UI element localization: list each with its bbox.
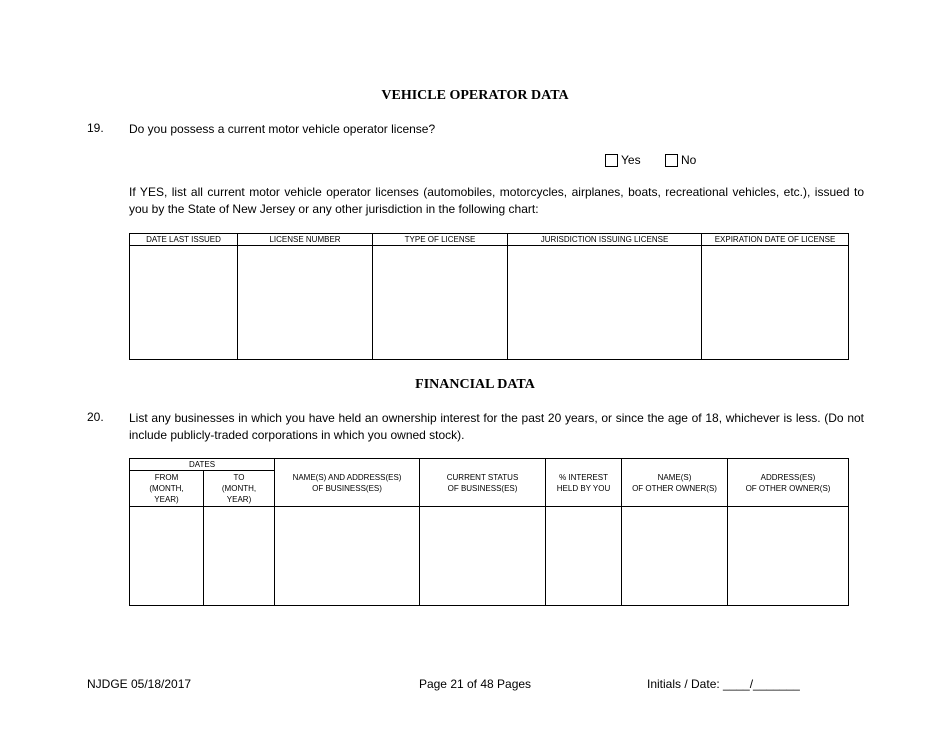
license-entry-cell[interactable]: [238, 246, 373, 360]
business-entry-cell[interactable]: [546, 507, 622, 606]
dates-header: DATES: [130, 459, 275, 471]
license-entry-cell[interactable]: [508, 246, 702, 360]
business-entry-cell[interactable]: [728, 507, 849, 606]
financial-data-heading: FINANCIAL DATA: [415, 377, 535, 392]
vehicle-operator-heading: VEHICLE OPERATOR DATA: [381, 88, 569, 103]
license-entry-cell[interactable]: [702, 246, 849, 360]
no-label: No: [681, 153, 697, 167]
business-names-header: NAME(S) AND ADDRESS(ES) OF BUSINESS(ES): [275, 459, 420, 507]
license-table: [129, 233, 849, 360]
question-20-text: List any businesses in which you have held an ownership interest for the past 20 years, or since the age of 18, whichever is less. (Do not include publicly-traded corporations in which you owned stock).: [129, 411, 864, 442]
license-col-header: LICENSE NUMBER: [238, 234, 373, 246]
business-entry-cell[interactable]: [420, 507, 546, 606]
question-19-number: 19.: [87, 121, 104, 135]
business-entry-cell[interactable]: [622, 507, 728, 606]
other-owners-header: NAME(S) OF OTHER OWNER(S): [622, 459, 728, 507]
from-date-header: FROM (MONTH, YEAR): [130, 471, 204, 507]
other-owners-address-header: ADDRESS(ES) OF OTHER OWNER(S): [728, 459, 849, 507]
business-table: [129, 458, 849, 606]
license-col-header: JURISDICTION ISSUING LICENSE: [508, 234, 702, 246]
yes-checkbox[interactable]: [605, 154, 618, 167]
initials-date: Initials / Date: ____/_______: [647, 677, 800, 691]
license-entry-cell[interactable]: [373, 246, 508, 360]
no-checkbox[interactable]: [665, 154, 678, 167]
business-status-header: CURRENT STATUS OF BUSINESS(ES): [420, 459, 546, 507]
form-id: NJDGE 05/18/2017: [87, 677, 192, 691]
business-entry-cell[interactable]: [275, 507, 420, 606]
license-entry-cell[interactable]: [130, 246, 238, 360]
license-col-header: TYPE OF LICENSE: [373, 234, 508, 246]
license-instruction: If YES, list all current motor vehicle operator licenses (automobiles, motorcycles, airplanes, boats, recreational vehicles, etc.), issued to you by the State of New Jersey or any other jurisdiction in the following chart:: [129, 185, 864, 216]
interest-header: % INTEREST HELD BY YOU: [546, 459, 622, 507]
yes-option[interactable]: [605, 153, 641, 167]
page-number: Page 21 of 48 Pages: [418, 677, 532, 691]
question-19-text: Do you possess a current motor vehicle operator license?: [129, 122, 436, 136]
yes-label: Yes: [621, 153, 641, 167]
question-20-number: 20.: [87, 410, 104, 424]
license-col-header: DATE LAST ISSUED: [130, 234, 238, 246]
business-entry-cell[interactable]: [204, 507, 275, 606]
to-date-header: TO (MONTH, YEAR): [204, 471, 275, 507]
license-col-header: EXPIRATION DATE OF LICENSE: [702, 234, 849, 246]
no-option[interactable]: [665, 153, 696, 167]
business-entry-cell[interactable]: [130, 507, 204, 606]
